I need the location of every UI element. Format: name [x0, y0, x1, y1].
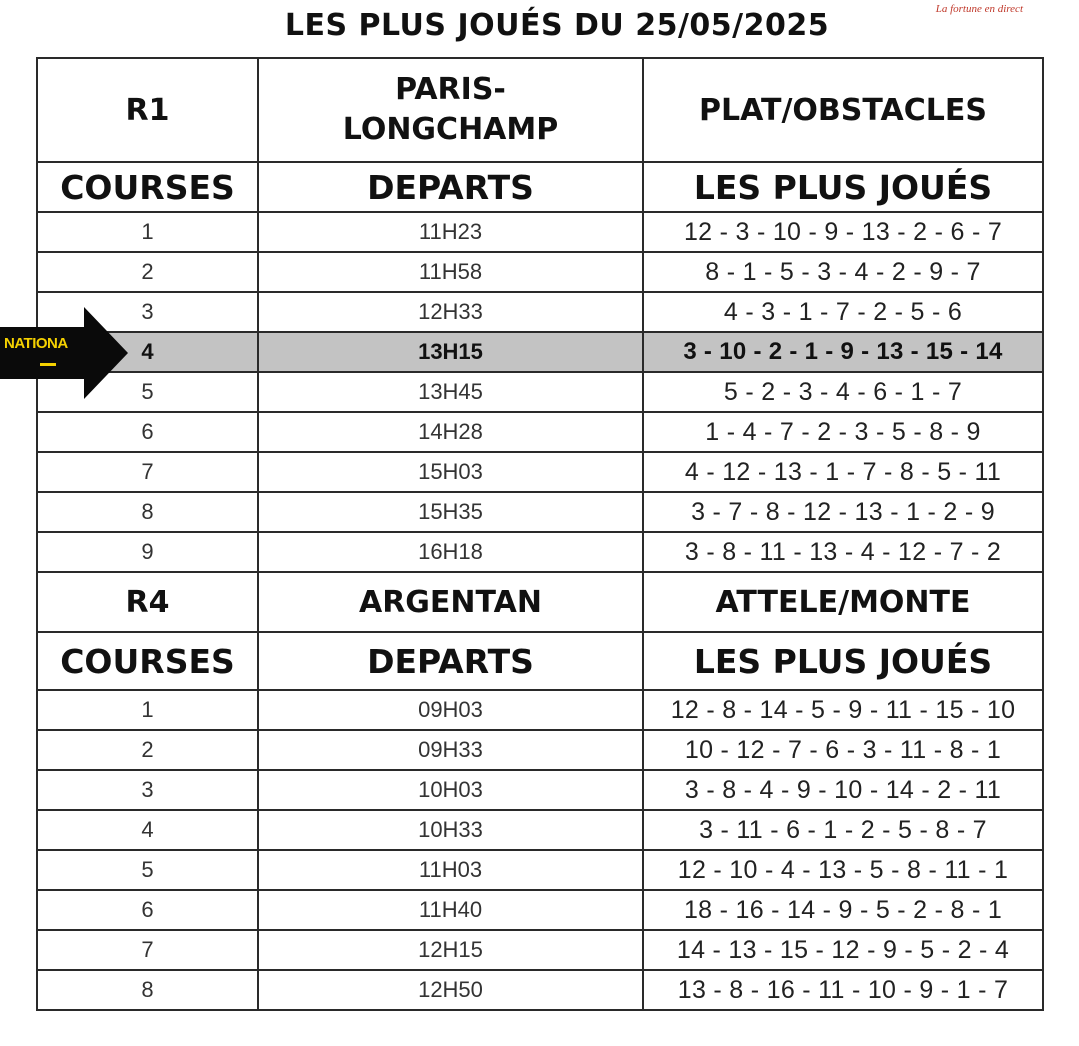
race-time: 12H15 — [258, 930, 643, 970]
table-row — [37, 212, 1043, 252]
table-row — [37, 252, 1043, 292]
race-picks: 3 - 10 - 2 - 1 - 9 - 13 - 15 - 14 — [643, 332, 1043, 372]
race-number: 5 — [37, 850, 258, 890]
race-number: 4 — [37, 810, 258, 850]
race-number: 8 — [37, 492, 258, 532]
race-number: 8 — [37, 970, 258, 1010]
race-number: 3 — [37, 770, 258, 810]
meeting-code: R1 — [37, 58, 258, 162]
race-picks: 13 - 8 - 16 - 11 - 10 - 9 - 1 - 7 — [643, 970, 1043, 1010]
race-number: 4 — [37, 332, 258, 372]
race-picks: 12 - 3 - 10 - 9 - 13 - 2 - 6 - 7 — [643, 212, 1043, 252]
race-number: 7 — [37, 452, 258, 492]
race-time: 09H33 — [258, 730, 643, 770]
race-time: 11H40 — [258, 890, 643, 930]
meeting-venue: PARIS- LONGCHAMP — [258, 58, 643, 162]
meeting-code: R4 — [37, 572, 258, 632]
results-table — [36, 57, 1044, 1011]
arrow-right-icon — [0, 307, 128, 399]
column-header-picks: LES PLUS JOUÉS — [643, 632, 1043, 690]
race-number: 6 — [37, 890, 258, 930]
race-picks: 12 - 10 - 4 - 13 - 5 - 8 - 11 - 1 — [643, 850, 1043, 890]
race-time: 12H33 — [258, 292, 643, 332]
column-header-row — [37, 162, 1043, 212]
table-row — [37, 730, 1043, 770]
race-number: 3 — [37, 292, 258, 332]
race-picks: 1 - 4 - 7 - 2 - 3 - 5 - 8 - 9 — [643, 412, 1043, 452]
race-picks: 4 - 3 - 1 - 7 - 2 - 5 - 6 — [643, 292, 1043, 332]
race-time: 13H15 — [258, 332, 643, 372]
race-time: 09H03 — [258, 690, 643, 730]
table-row — [37, 292, 1043, 332]
race-number: 5 — [37, 372, 258, 412]
race-picks: 8 - 1 - 5 - 3 - 4 - 2 - 9 - 7 — [643, 252, 1043, 292]
column-header-courses: COURSES — [37, 632, 258, 690]
column-header-departs: DEPARTS — [258, 632, 643, 690]
race-number: 1 — [37, 690, 258, 730]
column-header-row — [37, 632, 1043, 690]
table-row — [37, 532, 1043, 572]
table-row — [37, 770, 1043, 810]
arrow-underline — [40, 363, 56, 366]
table-row — [37, 930, 1043, 970]
race-time: 12H50 — [258, 970, 643, 1010]
column-header-courses: COURSES — [37, 162, 258, 212]
table-row — [37, 970, 1043, 1010]
race-time: 15H35 — [258, 492, 643, 532]
table-row — [37, 412, 1043, 452]
table-row — [37, 690, 1043, 730]
meeting-header-r1 — [37, 58, 1043, 162]
race-number: 9 — [37, 532, 258, 572]
meeting-discipline: PLAT/OBSTACLES — [643, 58, 1043, 162]
brand-tagline: La fortune en direct — [935, 3, 1023, 15]
race-time: 13H45 — [258, 372, 643, 412]
race-picks: 12 - 8 - 14 - 5 - 9 - 11 - 15 - 10 — [643, 690, 1043, 730]
race-picks: 14 - 13 - 15 - 12 - 9 - 5 - 2 - 4 — [643, 930, 1043, 970]
table-row — [37, 890, 1043, 930]
race-time: 11H03 — [258, 850, 643, 890]
race-number: 6 — [37, 412, 258, 452]
table-row — [37, 810, 1043, 850]
arrow-label: NATIONA — [4, 335, 68, 352]
race-time: 14H28 — [258, 412, 643, 452]
page-title: LES PLUS JOUÉS DU 25/05/2025 — [284, 8, 830, 43]
meeting-venue: ARGENTAN — [258, 572, 643, 632]
race-number: 7 — [37, 930, 258, 970]
race-time: 11H23 — [258, 212, 643, 252]
race-picks: 4 - 12 - 13 - 1 - 7 - 8 - 5 - 11 — [643, 452, 1043, 492]
race-picks: 5 - 2 - 3 - 4 - 6 - 1 - 7 — [643, 372, 1043, 412]
race-time: 11H58 — [258, 252, 643, 292]
race-picks: 3 - 8 - 11 - 13 - 4 - 12 - 7 - 2 — [643, 532, 1043, 572]
race-time: 16H18 — [258, 532, 643, 572]
race-picks: 18 - 16 - 14 - 9 - 5 - 2 - 8 - 1 — [643, 890, 1043, 930]
column-header-picks: LES PLUS JOUÉS — [643, 162, 1043, 212]
meeting-discipline: ATTELE/MONTE — [643, 572, 1043, 632]
race-picks: 10 - 12 - 7 - 6 - 3 - 11 - 8 - 1 — [643, 730, 1043, 770]
race-time: 15H03 — [258, 452, 643, 492]
race-picks: 3 - 11 - 6 - 1 - 2 - 5 - 8 - 7 — [643, 810, 1043, 850]
race-number: 2 — [37, 252, 258, 292]
race-time: 10H33 — [258, 810, 643, 850]
race-picks: 3 - 8 - 4 - 9 - 10 - 14 - 2 - 11 — [643, 770, 1043, 810]
table-row — [37, 850, 1043, 890]
table-row — [37, 372, 1043, 412]
table-row — [37, 492, 1043, 532]
race-time: 10H03 — [258, 770, 643, 810]
meeting-header-r4 — [37, 572, 1043, 632]
race-number: 1 — [37, 212, 258, 252]
race-picks: 3 - 7 - 8 - 12 - 13 - 1 - 2 - 9 — [643, 492, 1043, 532]
race-number: 2 — [37, 730, 258, 770]
table-row-highlighted — [37, 332, 1043, 372]
table-row — [37, 452, 1043, 492]
column-header-departs: DEPARTS — [258, 162, 643, 212]
